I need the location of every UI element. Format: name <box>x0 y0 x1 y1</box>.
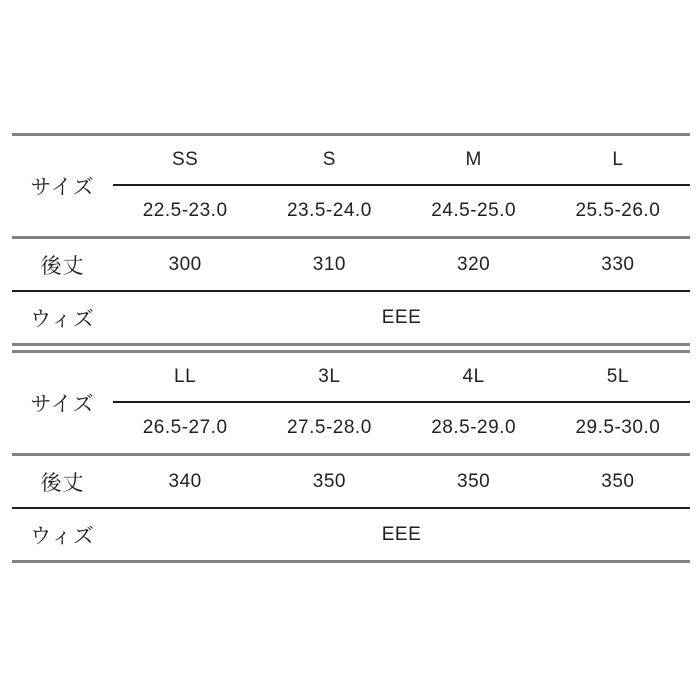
back-length-value-cell: 330 <box>601 253 635 275</box>
size-name-cell: 3L <box>257 353 401 403</box>
size-row-label: サイズ <box>30 176 95 199</box>
size-name-cell: L <box>546 136 690 186</box>
back-length-value-cell: 340 <box>168 470 202 492</box>
width-row-label: ウィズ <box>30 524 95 548</box>
size-header-block <box>12 353 690 456</box>
size-chart-table <box>12 133 690 563</box>
back-length-value-cell: 350 <box>312 470 346 492</box>
size-range-cell: 24.5-25.0 <box>431 200 517 221</box>
size-header-block <box>12 136 690 239</box>
size-name-cell: S <box>257 136 401 186</box>
size-range-cell: 29.5-30.0 <box>575 417 661 438</box>
back-length-row <box>12 456 690 509</box>
width-row <box>12 509 690 560</box>
back-length-value-cell: 320 <box>457 253 491 275</box>
size-range-cell: 22.5-23.0 <box>142 200 228 221</box>
size-chart-section-lower <box>12 350 690 563</box>
size-name-cell: 5L <box>546 353 690 403</box>
size-range-cell: 27.5-28.0 <box>286 417 372 438</box>
back-length-value-cell: 350 <box>457 470 491 492</box>
size-range-cell: 23.5-24.0 <box>286 200 372 221</box>
width-value-cell: EEE <box>381 523 422 545</box>
size-row-label: サイズ <box>30 393 95 416</box>
size-name-cell: LL <box>113 353 257 403</box>
size-name-cell: M <box>402 136 546 186</box>
width-value-cell: EEE <box>381 306 422 328</box>
width-row <box>12 292 690 343</box>
back-length-value-cell: 350 <box>601 470 635 492</box>
size-range-cell: 25.5-26.0 <box>575 200 661 221</box>
back-length-row-label: 後丈 <box>40 471 85 495</box>
width-row-label: ウィズ <box>30 307 95 331</box>
size-chart-section-upper <box>12 133 690 346</box>
size-name-cell: 4L <box>402 353 546 403</box>
back-length-row <box>12 239 690 292</box>
size-range-cell: 28.5-29.0 <box>431 417 517 438</box>
back-length-value-cell: 310 <box>312 253 346 275</box>
size-range-cell: 26.5-27.0 <box>142 417 228 438</box>
back-length-row-label: 後丈 <box>40 254 85 278</box>
size-name-cell: SS <box>113 136 257 186</box>
back-length-value-cell: 300 <box>168 253 202 275</box>
